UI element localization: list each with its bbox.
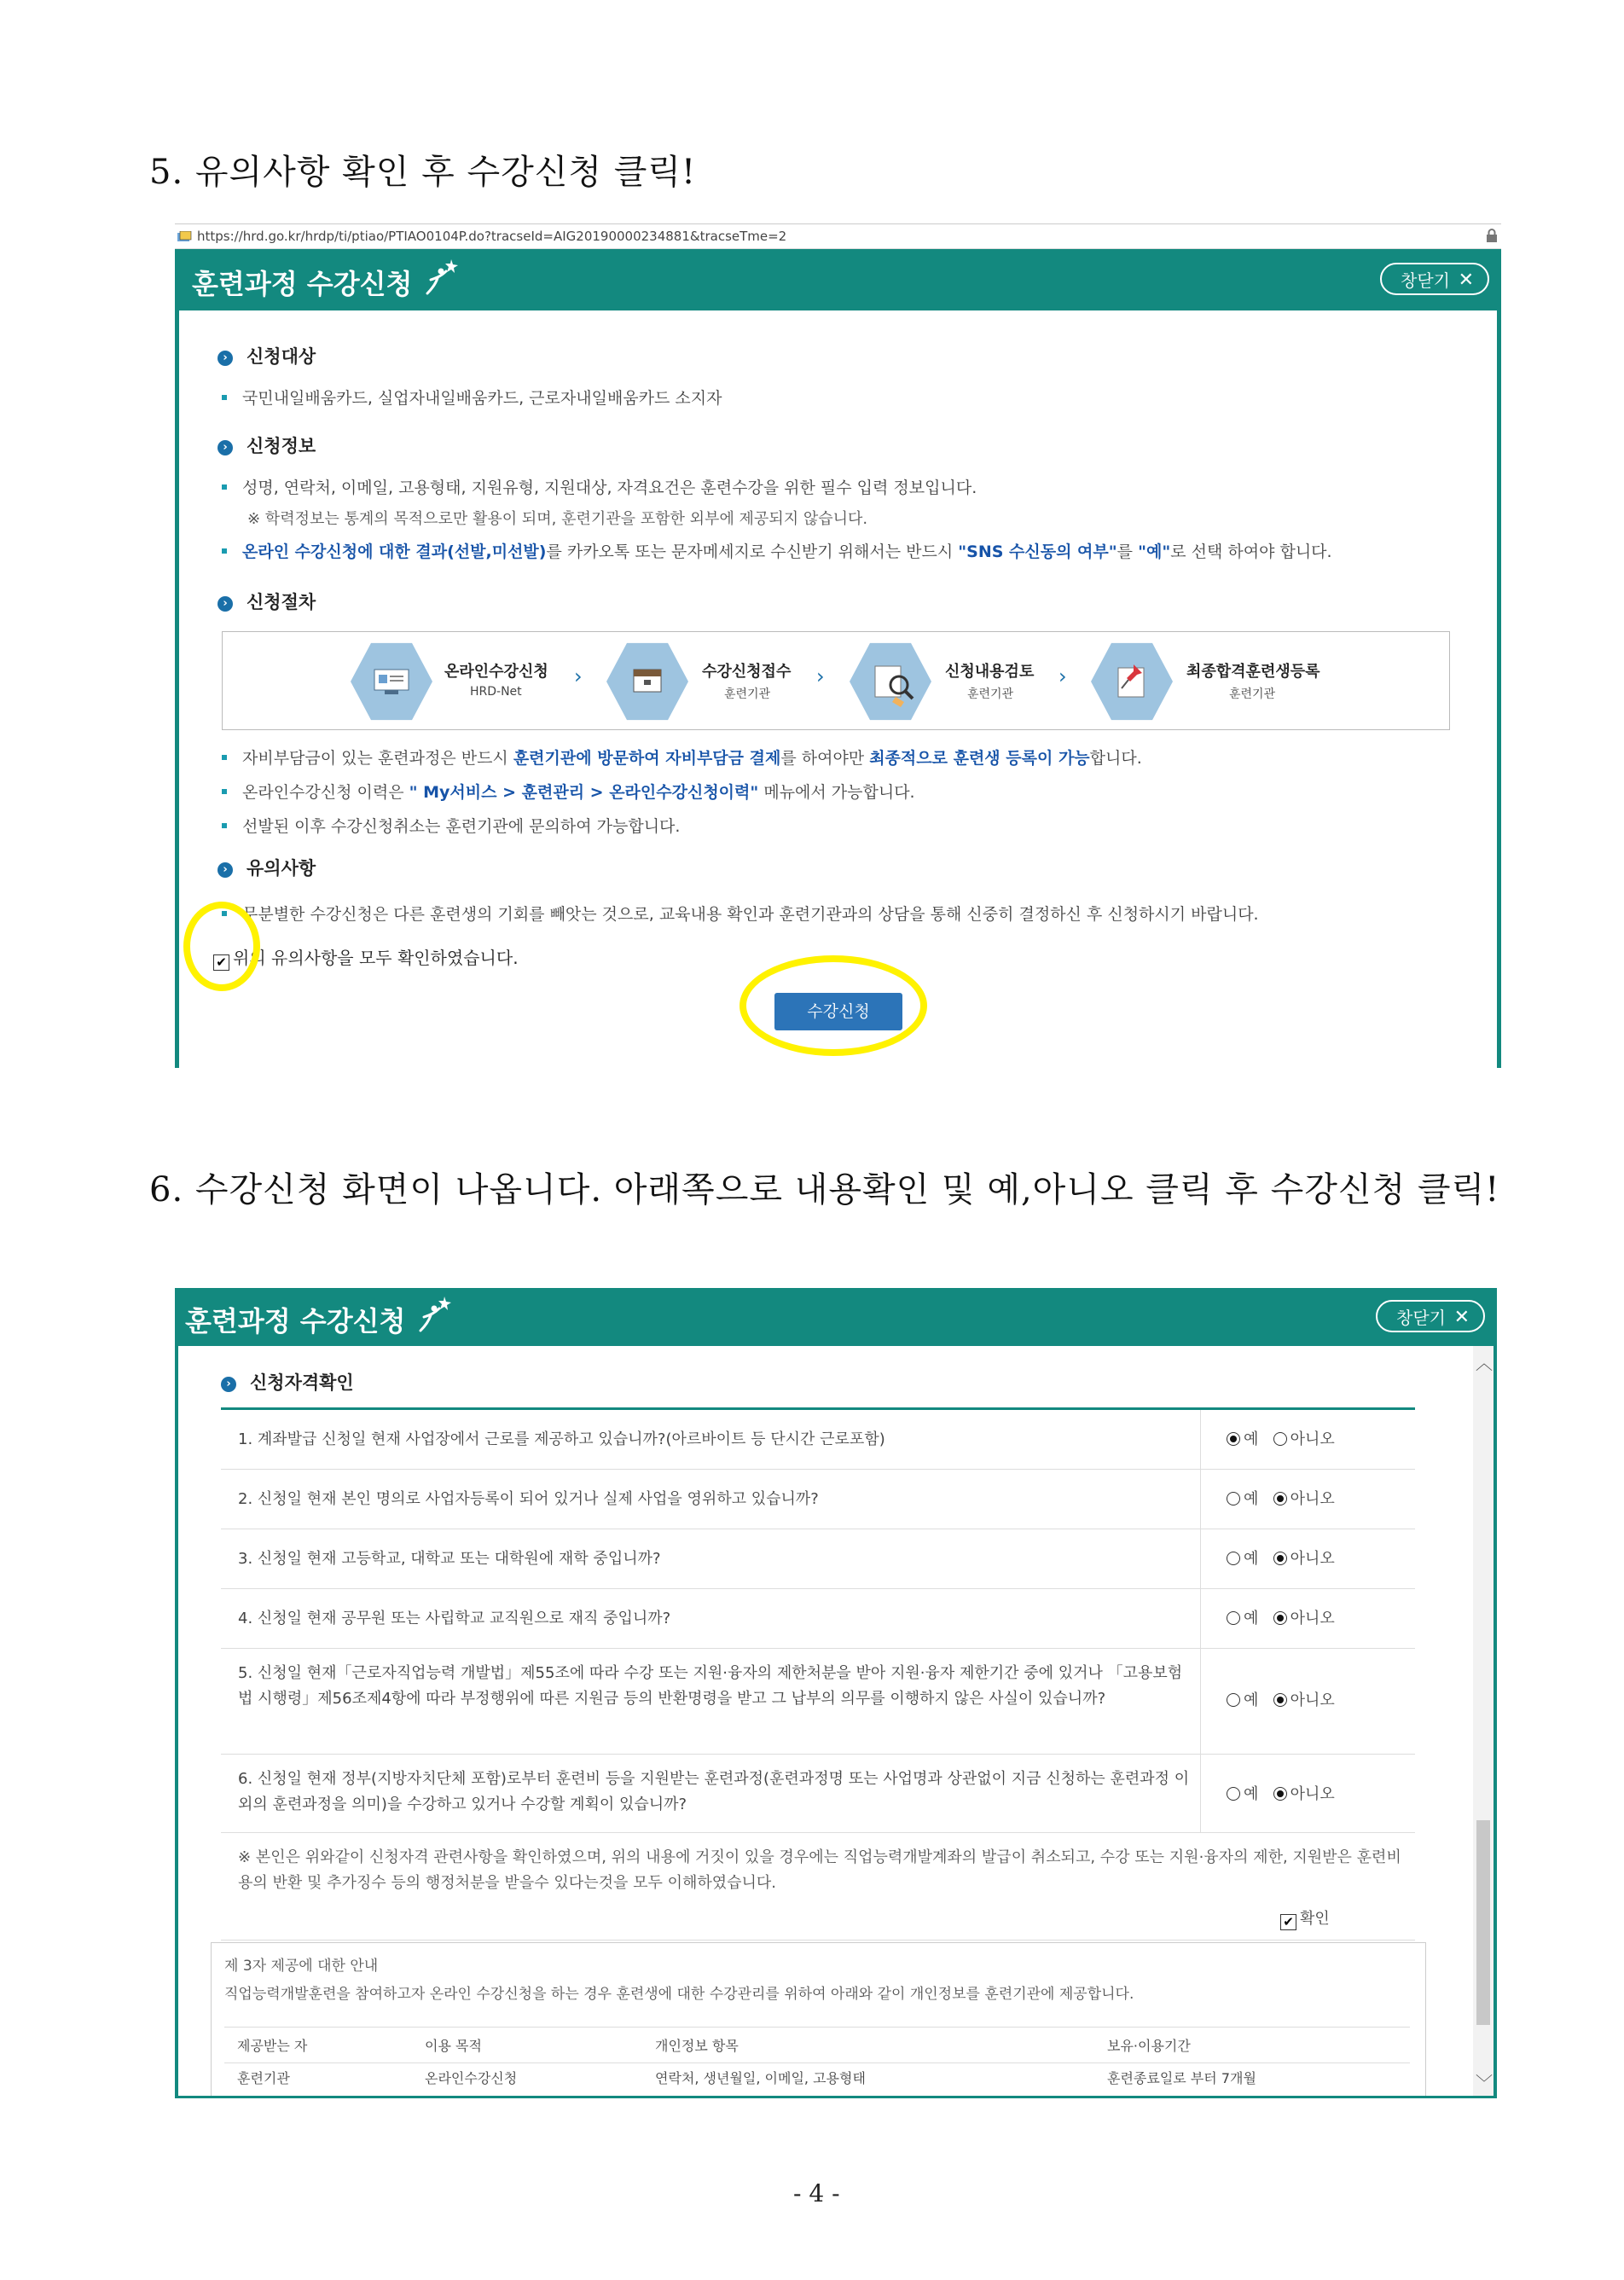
question-text: 2. 신청일 현재 본인 명의로 사업자등록이 되어 있거나 실제 사업을 영위하고 있습니까?: [238, 1490, 819, 1508]
radio-no[interactable]: [1273, 1611, 1287, 1625]
answer-options: [1200, 1410, 1415, 1469]
notice-desc: 직업능력개발훈련을 참여하고자 온라인 수강신청을 하는 경우 훈련생에 대한 수강관리를 위하여 아래와 같이 개인정보를 훈련기관에 제공합니다.: [224, 1986, 1134, 2003]
answer-options: [1200, 1470, 1415, 1529]
chevron-right-icon: ›: [221, 1377, 236, 1392]
radio-yes[interactable]: [1227, 1611, 1240, 1625]
radio-yes[interactable]: [1227, 1787, 1240, 1801]
info-note: ※ 학력정보는 통계의 목적으로만 활용이 되며, 훈련기관을 포함한 외부에 제공되지 않습니다.: [247, 510, 868, 528]
section-info: [218, 432, 316, 458]
confirm-checkbox[interactable]: ✔: [1280, 1914, 1296, 1930]
arrow-right-icon: ›: [574, 664, 583, 688]
radio-yes[interactable]: [1227, 1492, 1240, 1505]
highlight-circle-apply: [740, 955, 927, 1056]
section-eligibility: [221, 1369, 354, 1395]
question-text: 5. 신청일 현재「근로자직업능력 개발법」제55조에 따라 수강 또는 지원·융자의 제한처분을 받아 지원·융자 제한기간 중에 있거나 「고용보험법 시행령」제56조제4항에 따라 부정행위에 따른 지원금 등의 반환명령을 받고 그 납부의 의무를 이행하지 않은 사실이 있습니까?: [238, 1664, 1183, 1708]
col-header: 이용 목적: [425, 2038, 482, 2054]
eligibility-table: [221, 1407, 1415, 1941]
confirm-row[interactable]: [1280, 1906, 1330, 1930]
confirm-label: 확인: [1300, 1910, 1330, 1928]
chevron-right-icon: ›: [218, 596, 233, 612]
close-icon: ✕: [1453, 1307, 1470, 1328]
yes-label: 예: [1244, 1785, 1259, 1803]
third-party-notice: [211, 1942, 1426, 2098]
scroll-thumb[interactable]: [1476, 1820, 1490, 2025]
no-label: 아니오: [1290, 1691, 1335, 1709]
table-row: [221, 1410, 1415, 1470]
radio-yes[interactable]: [1227, 1693, 1240, 1707]
online-apply-icon: [351, 641, 432, 722]
sns-item: [222, 539, 1332, 562]
url-text: https://hrd.go.kr/hrdp/ti/ptiao/PTIAO0104P.do?tracseId=AIG20190000234881&tracseTme=2: [197, 229, 787, 244]
target-text: 국민내일배움카드, 실업자내일배움카드, 근로자내일배움카드 소지자: [242, 389, 722, 408]
bullet-icon: [222, 484, 227, 490]
procedure-diagram: [222, 631, 1450, 730]
proc-step-sub: 훈련기관: [967, 687, 1014, 701]
chevron-right-icon: ›: [218, 440, 233, 455]
section-target-label: 신청대상: [246, 346, 316, 367]
yes-label: 예: [1244, 1550, 1259, 1568]
table-row: [221, 1755, 1415, 1833]
step5-title: 5. 유의사항 확인 후 수강신청 클릭!: [149, 153, 697, 192]
disclaimer-block: [221, 1833, 1415, 1941]
section-info-label: 신청정보: [246, 436, 316, 456]
divider: [224, 2027, 1410, 2028]
yes-label: 예: [1244, 1490, 1259, 1508]
bullet-icon: [222, 548, 227, 554]
table-row: [221, 1470, 1415, 1529]
close-icon: ✕: [1458, 270, 1474, 291]
table-cell: 연락처, 생년월일, 이메일, 고용형태: [655, 2070, 866, 2086]
notice-title: 제 3자 제공에 대한 안내: [224, 1958, 379, 1975]
table-cell: 훈련종료일로 부터 7개월: [1107, 2070, 1256, 2086]
sns-text-e: "예": [1138, 542, 1171, 561]
section-caution: [218, 855, 316, 880]
brand-runner-icon: [415, 1295, 453, 1336]
screenshot-eligibility: [175, 1288, 1497, 2098]
section-procedure: [218, 589, 316, 614]
sns-text-b: 를 카카오톡 또는 문자메세지로 수신받기 위해서는 반드시: [546, 542, 959, 561]
proc-b2-c: 메뉴에서 가능합니다.: [758, 783, 915, 802]
question-text: 6. 신청일 현재 정부(지방자치단체 포함)로부터 훈련비 등을 지원받는 훈련과정(훈련과정명 또는 사업명과 상관없이 지금 신청하는 훈련과정 이외의 훈련과정을 의미)을 수강하고 있거나 수강할 계획이 있습니까?: [238, 1770, 1190, 1813]
bullet-icon: [222, 789, 227, 794]
target-item: [222, 386, 722, 409]
chevron-right-icon: ›: [218, 351, 233, 366]
highlight-circle-checkbox: [183, 902, 260, 991]
question-text: 4. 신청일 현재 공무원 또는 사립학교 교직원으로 재직 중입니까?: [238, 1610, 671, 1627]
disclaimer-text: ※ 본인은 위와같이 신청자격 관련사항을 확인하였으며, 위의 내용에 거짓이 있을 경우에는 직업능력개발계좌의 발급이 취소되고, 수강 또는 지원·융자의 제한, 지원받은 훈련비용의 반환 및 추가징수 등의 행정처분을 받을수 있다는것을 모두 이해하였습니다.: [238, 1848, 1401, 1892]
caution-text: 무분별한 수강신청은 다른 훈련생의 기회를 빼앗는 것으로, 교육내용 확인과 훈련기관과의 상담을 통해 신중히 결정하신 후 신청하시기 바랍니다.: [242, 905, 1259, 924]
section-procedure-label: 신청절차: [246, 592, 316, 612]
info-text: 성명, 연락처, 이메일, 고용형태, 지원유형, 지원대상, 자격요건은 훈련수강을 위한 필수 입력 정보입니다.: [242, 479, 977, 497]
proc-step-label: 수강신청접수: [702, 663, 792, 681]
receipt-icon: [606, 641, 688, 722]
yes-label: 예: [1244, 1691, 1259, 1709]
sns-text-d: 를: [1116, 542, 1139, 561]
no-label: 아니오: [1290, 1490, 1335, 1508]
apply-button[interactable]: 수강신청: [774, 993, 902, 1030]
table-cell: 온라인수강신청: [425, 2070, 518, 2086]
arrow-right-icon: ›: [816, 664, 825, 688]
close-button[interactable]: [1380, 263, 1489, 295]
proc-b1-c: 를 하여야만: [780, 749, 870, 768]
divider: [224, 2062, 1410, 2063]
radio-yes[interactable]: [1227, 1552, 1240, 1565]
no-label: 아니오: [1290, 1550, 1335, 1568]
proc-bullet-2: [222, 780, 915, 803]
proc-b2-b[interactable]: " My서비스 > 훈련관리 > 온라인수강신청이력": [409, 783, 759, 802]
step6-title: 6. 수강신청 화면이 나옵니다. 아래쪽으로 내용확인 및 예,아니오 클릭 후 수강신청 클릭!: [149, 1170, 1500, 1210]
proc-b2-a: 온라인수강신청 이력은: [242, 783, 409, 802]
confirm-checkbox[interactable]: ✔: [213, 954, 229, 971]
col-header: 개인정보 항목: [655, 2038, 739, 2054]
scroll-down-icon[interactable]: ﹀: [1476, 2073, 1493, 2093]
proc-b1-e: 합니다.: [1089, 749, 1142, 768]
section-caution-label: 유의사항: [246, 858, 316, 879]
proc-b1-d: 최종적으로 훈련생 등록이 가능: [869, 749, 1090, 768]
confirm-label: 위의 유의사항을 모두 확인하였습니다.: [233, 948, 519, 968]
radio-no[interactable]: [1273, 1552, 1287, 1565]
proc-step-label: 신청내용검토: [945, 663, 1035, 681]
proc-step-label: 온라인수강신청: [444, 663, 548, 681]
proc-step-sub: 훈련기관: [724, 687, 771, 701]
close-label: 창닫기: [1401, 270, 1450, 291]
apply-dialog: [175, 249, 1501, 1068]
radio-yes[interactable]: [1227, 1432, 1240, 1446]
proc-b3: 선발된 이후 수강신청취소는 훈련기관에 문의하여 가능합니다.: [242, 817, 681, 836]
brand-runner-icon: [422, 258, 460, 299]
info-item: [222, 475, 977, 498]
table-row: [221, 1649, 1415, 1755]
sns-text-a: 온라인 수강신청에 대한 결과(선발,미선발): [242, 542, 547, 561]
scrollbar[interactable]: [1473, 1346, 1494, 2096]
answer-options: [1200, 1589, 1415, 1648]
col-header: 제공받는 자: [237, 2038, 308, 2054]
proc-bullet-1: [222, 745, 1142, 769]
registration-pin-icon: [1091, 641, 1173, 722]
no-label: 아니오: [1290, 1785, 1335, 1803]
yes-label: 예: [1244, 1430, 1259, 1448]
caution-item: [222, 902, 1259, 925]
arrow-right-icon: ›: [1058, 664, 1067, 688]
page-icon: [177, 231, 192, 243]
radio-no[interactable]: [1273, 1693, 1287, 1707]
sns-text-f: 로 선택 하여야 합니다.: [1170, 542, 1332, 561]
radio-no[interactable]: [1273, 1492, 1287, 1505]
no-label: 아니오: [1290, 1610, 1335, 1627]
proc-step-sub: 훈련기관: [1229, 687, 1276, 701]
proc-b1-b: 훈련기관에 방문하여 자비부담금 결제: [513, 749, 781, 768]
dialog-header: [175, 1288, 1497, 1346]
table-row: [221, 1589, 1415, 1649]
question-text: 1. 계좌발급 신청일 현재 사업장에서 근로를 제공하고 있습니까?(아르바이트 등 단시간 근로포함): [238, 1430, 885, 1448]
dialog-header: [175, 249, 1501, 310]
lock-icon: [1486, 229, 1498, 242]
dialog-title: 훈련과정 수강신청: [192, 268, 413, 300]
yes-label: 예: [1244, 1610, 1259, 1627]
bullet-icon: [222, 755, 227, 760]
proc-b1-a: 자비부담금이 있는 훈련과정은 반드시: [242, 749, 513, 768]
col-header: 보유·이용기간: [1107, 2038, 1191, 2054]
section-target: [218, 343, 316, 368]
dialog-title: 훈련과정 수강신청: [185, 1305, 406, 1337]
chevron-right-icon: ›: [218, 862, 233, 878]
bullet-icon: [222, 395, 227, 400]
radio-no[interactable]: [1273, 1432, 1287, 1446]
answer-options: [1200, 1649, 1415, 1754]
answer-options: [1200, 1755, 1415, 1832]
proc-step-label: 최종합격훈련생등록: [1186, 663, 1320, 681]
no-label: 아니오: [1290, 1430, 1335, 1448]
address-bar[interactable]: [175, 223, 1501, 249]
scroll-up-icon[interactable]: ︿: [1476, 1353, 1493, 1373]
table-cell: 훈련기관: [237, 2070, 290, 2086]
close-button[interactable]: [1376, 1300, 1485, 1332]
page-number: - 4 -: [793, 2179, 840, 2207]
radio-no[interactable]: [1273, 1787, 1287, 1801]
screenshot-apply-notice: [175, 223, 1501, 1068]
proc-step-sub: HRD-Net: [470, 685, 522, 699]
sns-text-c: "SNS 수신동의 여부": [958, 542, 1117, 561]
answer-options: [1200, 1529, 1415, 1588]
review-magnifier-icon: [850, 641, 931, 722]
question-text: 3. 신청일 현재 고등학교, 대학교 또는 대학원에 재학 중입니까?: [238, 1550, 661, 1568]
bullet-icon: [222, 823, 227, 828]
proc-bullet-3: [222, 814, 680, 837]
table-row: [221, 1529, 1415, 1589]
close-label: 창닫기: [1396, 1308, 1446, 1328]
section-eligibility-label: 신청자격확인: [250, 1372, 354, 1393]
